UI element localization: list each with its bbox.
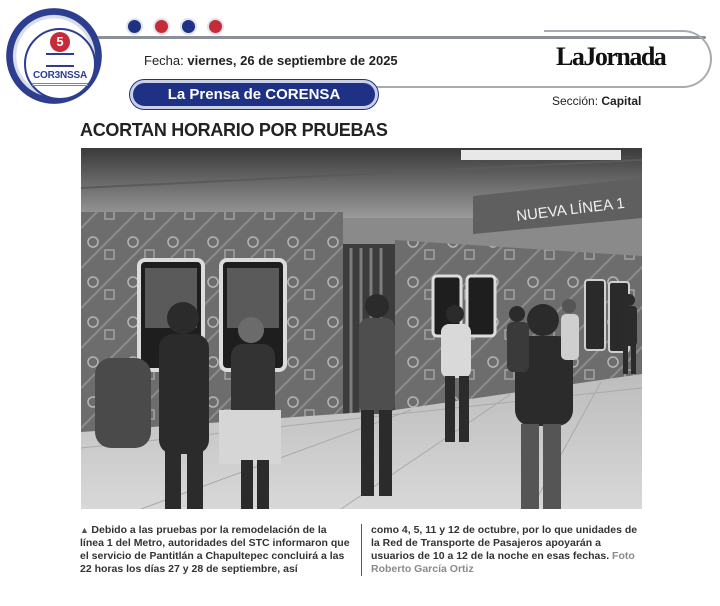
- sign-text: NUEVA LÍNEA 1: [515, 194, 626, 225]
- newspaper-masthead: LaJornada: [556, 42, 666, 71]
- header-dots: [126, 18, 224, 35]
- section-line: [552, 94, 641, 108]
- date-line: [144, 53, 398, 68]
- article-headline: ACORTAN HORARIO POR PRUEBAS: [80, 120, 388, 140]
- header-rule-bottom: [372, 86, 676, 88]
- press-label-pill: La Prensa de CORENSA: [130, 80, 378, 109]
- caption-left-text: Debido a las pruebas por la remodelación de la línea 1 del Metro, autoridades del STC informaron que el servicio de Pantitlán a Chapultepec concluirá a las 22 horas los días 27 y 28 de septiembre, así: [80, 524, 350, 575]
- caption-left: [80, 524, 352, 576]
- logo-name: COR3NSSA: [33, 70, 87, 81]
- caption-divider: [361, 524, 362, 576]
- triangle-icon: ▲: [80, 525, 92, 535]
- logo-badge-number: 5: [50, 32, 70, 52]
- article-photo: [81, 148, 642, 509]
- section-label: Sección:: [552, 94, 599, 108]
- date-value: viernes, 26 de septiembre de 2025: [187, 53, 398, 68]
- compass-icon: [46, 53, 74, 67]
- dot-2: [153, 18, 170, 35]
- dot-1: [126, 18, 143, 35]
- caption-right: [371, 524, 647, 576]
- dot-4: [207, 18, 224, 35]
- section-value: Capital: [601, 94, 642, 108]
- date-label: Fecha:: [144, 53, 184, 68]
- corensa-logo: [6, 8, 102, 104]
- caption-right-text: como 4, 5, 11 y 12 de octubre, por lo que unidades de la Red de Transporte de Pasajeros apoyarán a usuarios de 10 a 12 de la noche en esas fechas.: [371, 524, 638, 562]
- dot-3: [180, 18, 197, 35]
- logo-subtitle-rule: [32, 83, 88, 86]
- photo-credit: Foto Roberto García Ortiz: [371, 550, 635, 575]
